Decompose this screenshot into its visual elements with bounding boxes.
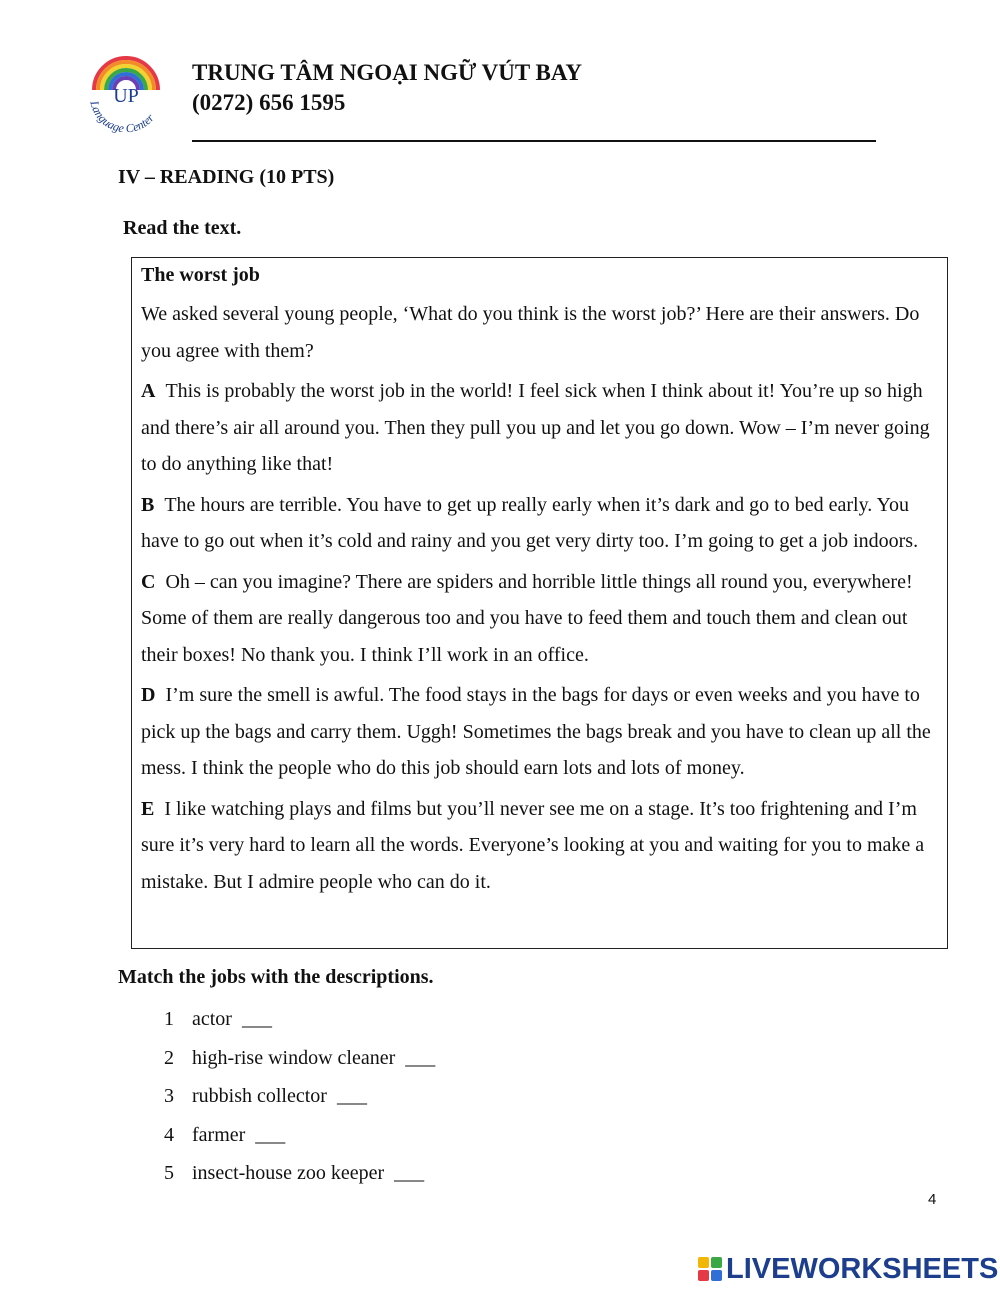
read-instruction: Read the text.	[123, 217, 242, 239]
paragraph-text: I like watching plays and films but you’ll never see me on a stage. It’s too frightening and I’m sure it’s very hard to learn all the words. Everyone’s looking at you and waiting for you to make a mistake. But I admire people who can do it.	[141, 797, 925, 893]
match-list	[164, 1006, 435, 1199]
center-phone: (0272) 656 1595	[192, 90, 346, 115]
reading-title: The worst job	[141, 264, 260, 286]
paragraph-label: D	[141, 684, 156, 706]
paragraph-label: B	[141, 493, 155, 516]
answer-blank[interactable]: ___	[394, 1162, 425, 1184]
answer-blank[interactable]: ___	[336, 1085, 367, 1107]
paragraph-a	[141, 373, 939, 483]
logo-block	[698, 1257, 709, 1268]
paragraph-b	[141, 487, 939, 560]
logo-block	[711, 1270, 722, 1281]
answer-blank[interactable]: ___	[405, 1046, 436, 1069]
section-title: IV – READING (10 PTS)	[118, 166, 335, 188]
item-number: 2	[164, 1046, 174, 1069]
match-item	[164, 1083, 435, 1122]
match-item	[164, 1045, 435, 1084]
match-item	[164, 1160, 435, 1199]
logo-initials: UP	[113, 85, 139, 107]
paragraph-text: The hours are terrible. You have to get up really early when it’s dark and go to bed early. You have to go out when it’s cold and rainy and you get very dirty too. I’m going to get a job indoors.	[141, 493, 919, 552]
paragraph-text: I’m sure the smell is awful. The food stays in the bags for days or even weeks and you have to pick up the bags and carry them. Uggh! Sometimes the bags break and you have to clean up all the mess. I think the people who do this job should earn lots and lots of money.	[141, 684, 931, 779]
match-instruction: Match the jobs with the descriptions.	[118, 966, 434, 988]
paragraph-text: This is probably the worst job in the world! I feel sick when I think about it! You’re up so high and there’s air all around you. Then they pull you up and let you go down. Wow – I’m never going to do anything like that!	[141, 380, 930, 475]
item-number: 3	[164, 1085, 174, 1107]
job-name: rubbish collector	[192, 1085, 327, 1107]
match-item	[164, 1006, 435, 1045]
item-number: 1	[164, 1008, 174, 1030]
center-name: TRUNG TÂM NGOẠI NGỮ VÚT BAY	[192, 60, 582, 85]
paragraph-d	[141, 677, 939, 787]
reading-text-box	[131, 257, 948, 949]
paragraph-label: C	[141, 570, 156, 593]
logo-block	[698, 1270, 709, 1281]
job-name: actor	[192, 1008, 232, 1030]
job-name: farmer	[192, 1123, 246, 1146]
job-name: insect-house zoo keeper	[192, 1162, 385, 1184]
paragraph-label: E	[141, 797, 155, 820]
paragraph-c	[141, 564, 939, 674]
paragraph-text: Oh – can you imagine? There are spiders and horrible little things all round you, everywhere! Some of them are really dangerous too and you have to feed them and touch them and clean out their boxes! No thank you. I think I’ll work in an office.	[141, 570, 913, 666]
brand-name: LIVEWORKSHEETS	[726, 1252, 999, 1285]
item-number: 5	[164, 1162, 174, 1184]
match-item	[164, 1122, 435, 1161]
job-name: high-rise window cleaner	[192, 1046, 396, 1069]
page-number: 4	[928, 1191, 937, 1208]
header-divider	[192, 140, 876, 142]
logo-text: Language Center	[87, 99, 157, 134]
item-number: 4	[164, 1123, 174, 1146]
paragraph-e	[141, 791, 939, 901]
answer-blank[interactable]: ___	[241, 1008, 272, 1030]
answer-blank[interactable]: ___	[255, 1123, 286, 1146]
liveworksheets-logo-icon	[698, 1257, 722, 1281]
paragraph-label: A	[141, 380, 156, 402]
reading-intro: We asked several young people, ‘What do you think is the worst job?’ Here are their answers. Do you agree with them?	[141, 303, 920, 362]
up-language-center-logo-icon	[80, 42, 172, 134]
header	[192, 58, 582, 118]
logo-block	[711, 1257, 722, 1268]
liveworksheets-brand[interactable]	[698, 1253, 998, 1285]
